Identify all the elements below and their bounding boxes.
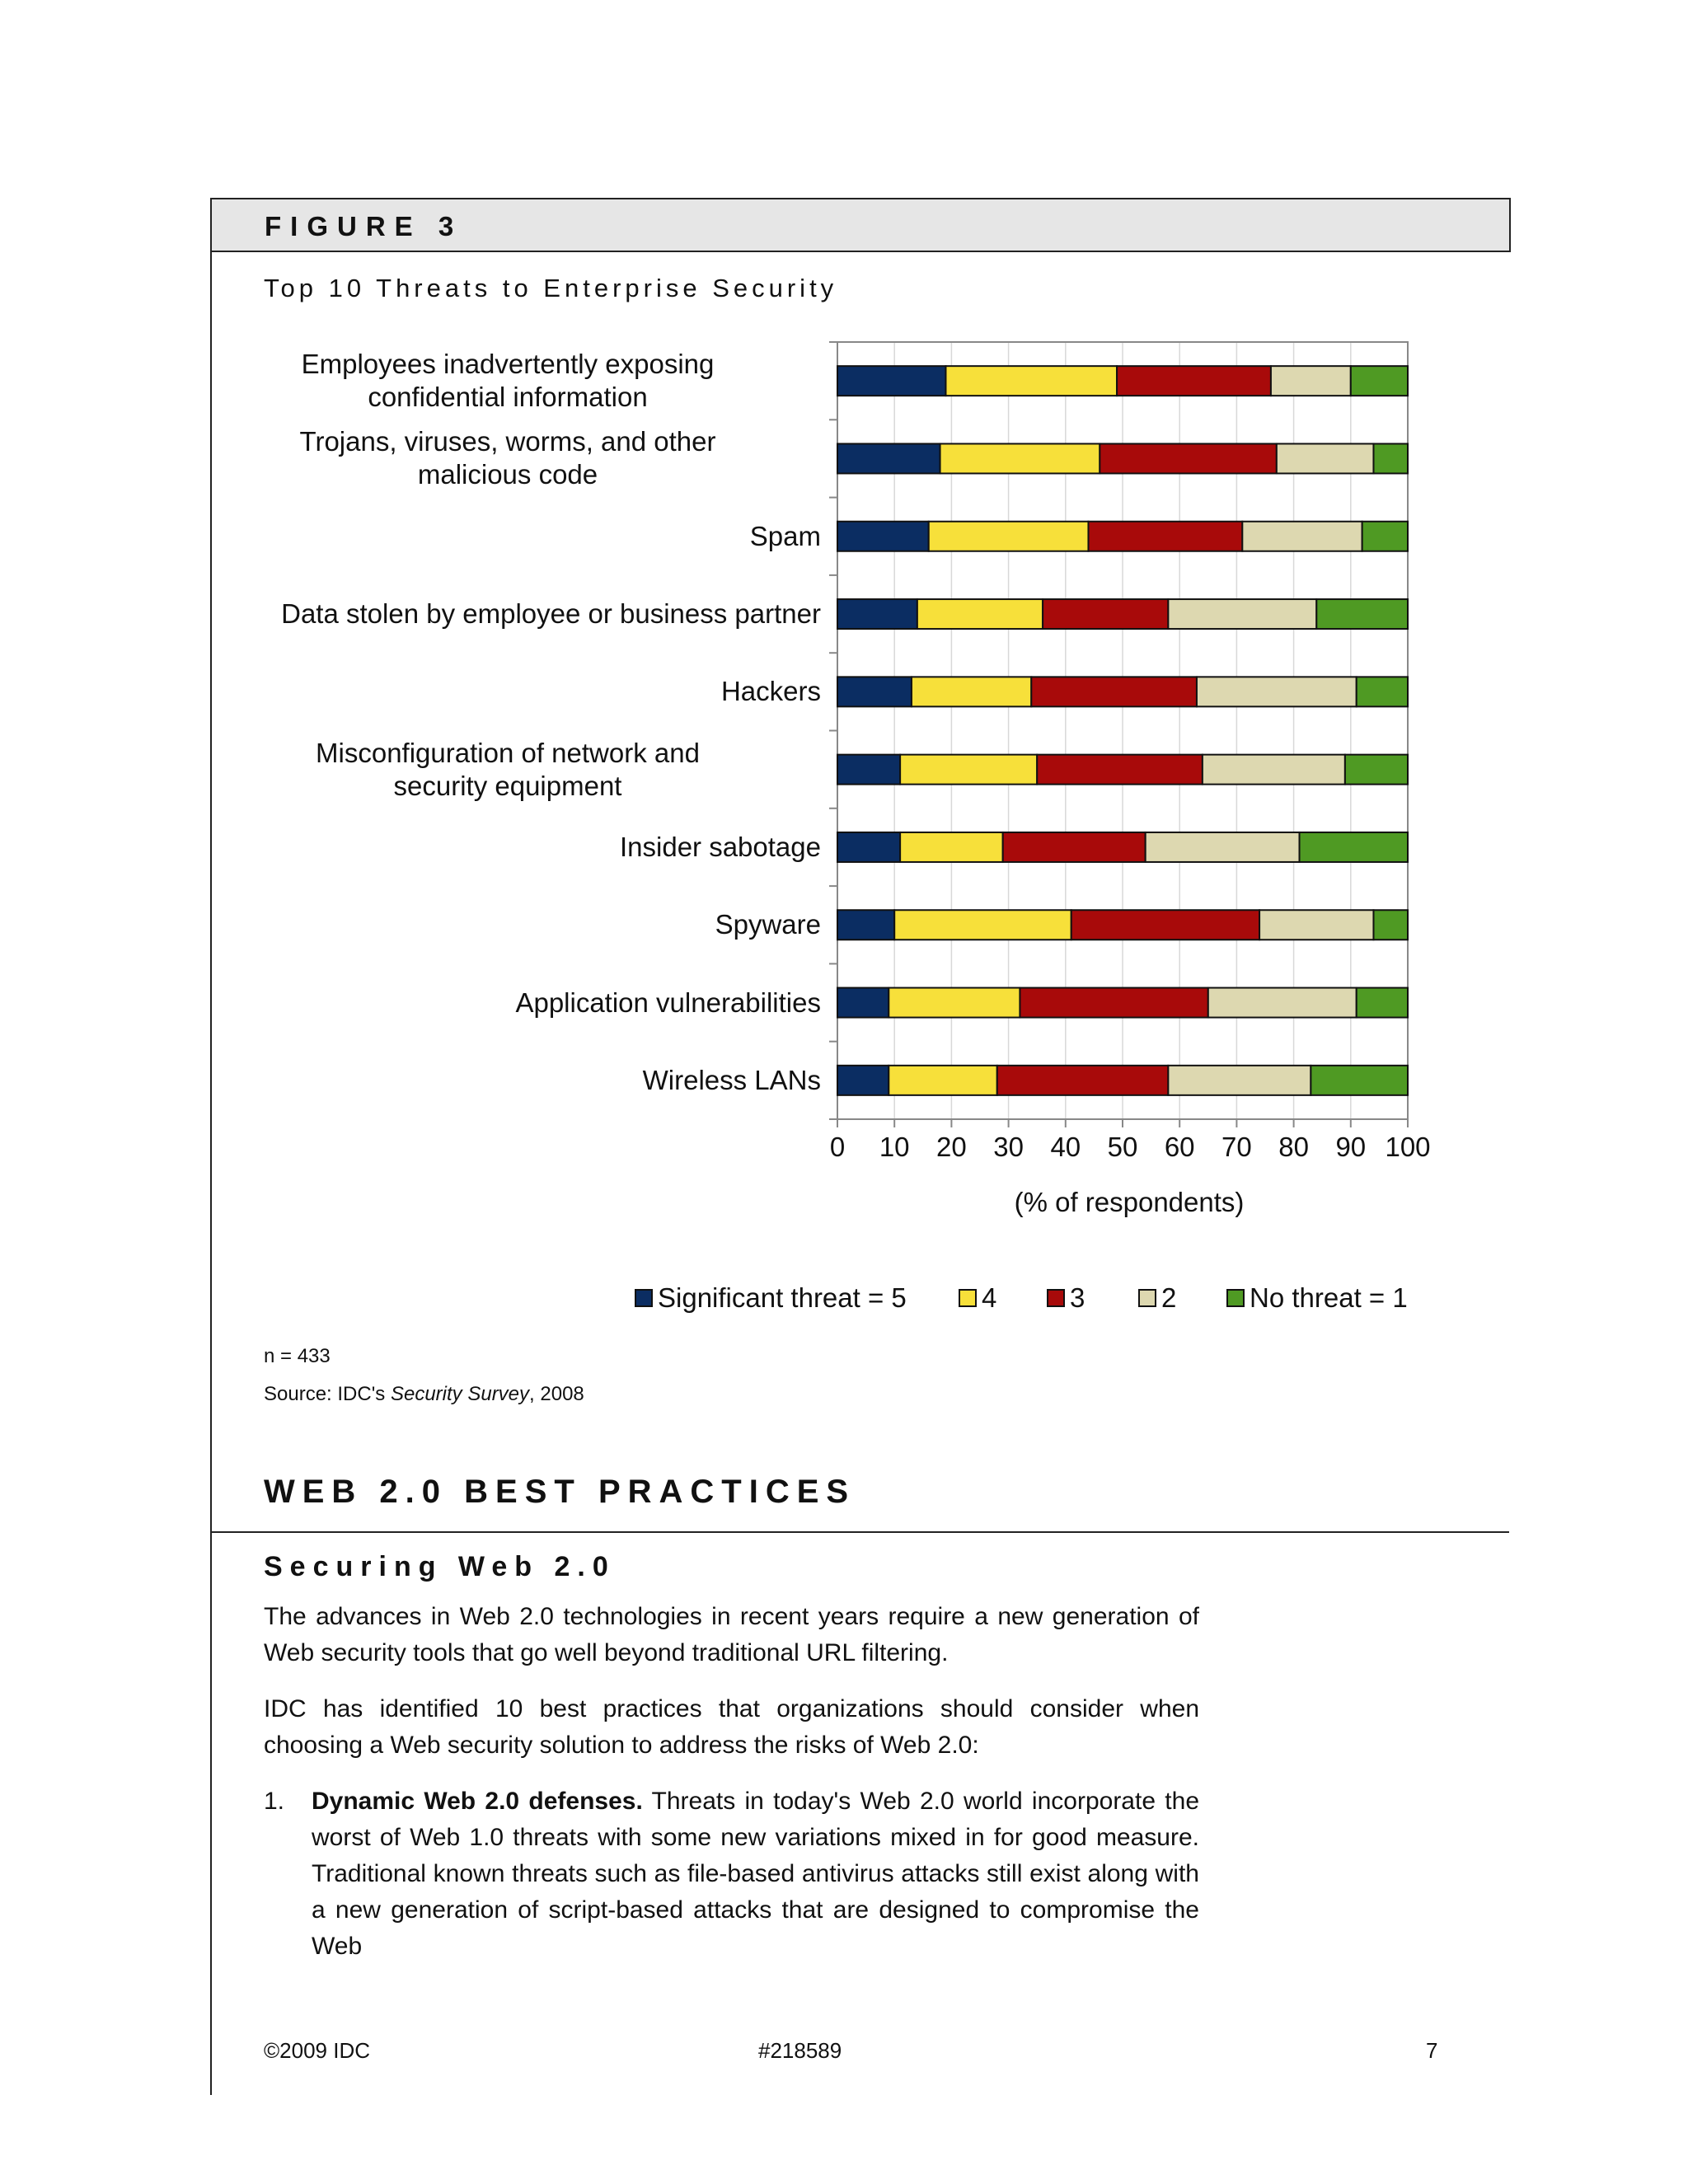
- x-tick-label: 40: [1050, 1132, 1081, 1162]
- bar-segment: [1373, 910, 1408, 940]
- bar-segment: [900, 755, 1037, 785]
- category-label-line: Spyware: [715, 909, 821, 940]
- bar-segment: [894, 910, 1071, 940]
- bar-segment: [917, 599, 1043, 629]
- subsection-title: Securing Web 2.0: [264, 1551, 616, 1582]
- bar-segment: [900, 832, 1003, 862]
- x-tick-label: 0: [829, 1132, 846, 1162]
- bar-segment: [945, 366, 1117, 396]
- legend-label: Significant threat = 5: [658, 1282, 907, 1313]
- section-divider: [210, 1531, 1509, 1533]
- bar-segment: [997, 1066, 1169, 1095]
- x-tick-label: 80: [1278, 1132, 1309, 1162]
- legend-label: No threat = 1: [1250, 1282, 1408, 1313]
- x-tick-label: 50: [1107, 1132, 1138, 1162]
- bar-segment: [1031, 677, 1197, 706]
- category-label-line: Employees inadvertently exposing: [301, 349, 715, 380]
- paragraph-1: The advances in Web 2.0 technologies in recent years require a new generation of Web security tools that go well beyond traditional URL filtering.: [264, 1603, 1199, 1666]
- list-item-lead: Dynamic Web 2.0 defenses.: [312, 1788, 643, 1815]
- category-label-line: Spam: [749, 520, 821, 551]
- category-label-line: Data stolen by employee or business partner: [281, 598, 821, 630]
- list-item-text: [312, 1783, 1199, 1965]
- x-tick-label: 30: [993, 1132, 1024, 1162]
- bar-segment: [1003, 832, 1146, 862]
- x-axis-title: (% of respondents): [1014, 1187, 1245, 1217]
- bar-segment: [1203, 755, 1345, 785]
- bar-segment: [837, 832, 900, 862]
- bar-segment: [1345, 755, 1408, 785]
- bar-segment: [1311, 1066, 1408, 1095]
- source-prefix: Source: IDC's: [264, 1383, 391, 1405]
- category-label-line: Wireless LANs: [642, 1064, 821, 1095]
- category-label-line: Hackers: [720, 676, 821, 707]
- bar-segment: [837, 443, 940, 473]
- bar-segment: [929, 522, 1089, 551]
- legend-swatch: [1047, 1289, 1065, 1307]
- x-tick-label: 100: [1385, 1132, 1431, 1162]
- legend-item: [1226, 1282, 1408, 1315]
- bar-segment: [1357, 677, 1408, 706]
- bar-segment: [1357, 988, 1408, 1018]
- legend-swatch: [1226, 1289, 1245, 1307]
- bar-segment: [1088, 522, 1242, 551]
- bar-segment: [1043, 599, 1168, 629]
- category-label-line: Trojans, viruses, worms, and other: [299, 426, 716, 457]
- bar-segment: [1277, 443, 1374, 473]
- figure-title: Top 10 Threats to Enterprise Security: [264, 274, 838, 302]
- bar-segment: [837, 910, 894, 940]
- legend-item: [635, 1282, 907, 1315]
- bar-segment: [837, 522, 929, 551]
- footer-copyright: ©2009 IDC: [264, 2038, 370, 2063]
- bar-segment: [1316, 599, 1408, 629]
- legend-swatch: [635, 1289, 653, 1307]
- category-label-line: Insider sabotage: [619, 831, 821, 862]
- category-label-line: malicious code: [417, 459, 598, 490]
- x-tick-label: 70: [1221, 1132, 1252, 1162]
- footer-page-number: 7: [1426, 2038, 1438, 2063]
- legend-item: [1138, 1282, 1176, 1315]
- bar-segment: [889, 1066, 996, 1095]
- x-tick-label: 60: [1164, 1132, 1195, 1162]
- legend-label: 2: [1161, 1282, 1177, 1313]
- category-label-line: confidential information: [368, 382, 648, 413]
- paragraph-2: IDC has identified 10 best practices that organizations should consider when choosing a Web security solution to address the risks of Web 2.0:: [264, 1695, 1199, 1759]
- bar-segment: [837, 677, 912, 706]
- bar-segment: [1100, 443, 1277, 473]
- sample-size-note: n = 433: [264, 1345, 331, 1367]
- bar-segment: [1300, 832, 1408, 862]
- bar-segment: [1351, 366, 1408, 396]
- bar-segment: [1208, 988, 1357, 1018]
- legend-label: 4: [982, 1282, 997, 1313]
- bar-segment: [837, 599, 917, 629]
- bar-segment: [1168, 1066, 1311, 1095]
- bar-segment: [837, 755, 900, 785]
- category-label-line: Misconfiguration of network and: [316, 737, 700, 768]
- bar-segment: [1259, 910, 1373, 940]
- legend-label: 3: [1070, 1282, 1085, 1313]
- category-label-line: security equipment: [393, 770, 622, 801]
- bar-segment: [1373, 443, 1408, 473]
- bar-segment: [912, 677, 1031, 706]
- x-tick-label: 20: [936, 1132, 967, 1162]
- bar-segment: [940, 443, 1100, 473]
- category-label-line: Application vulnerabilities: [515, 987, 821, 1018]
- bar-segment: [1362, 522, 1408, 551]
- bar-segment: [1020, 988, 1207, 1018]
- figure-label: FIGURE 3: [265, 211, 463, 241]
- source-note: [264, 1383, 584, 1406]
- bar-segment: [889, 988, 1020, 1018]
- legend-swatch: [959, 1289, 977, 1307]
- bar-segment: [837, 366, 945, 396]
- bar-segment: [1242, 522, 1362, 551]
- legend-swatch: [1138, 1289, 1156, 1307]
- bar-segment: [1271, 366, 1351, 396]
- x-tick-label: 90: [1335, 1132, 1367, 1162]
- bar-segment: [1197, 677, 1357, 706]
- section-title: WEB 2.0 BEST PRACTICES: [264, 1474, 856, 1510]
- bar-segment: [1071, 910, 1259, 940]
- bar-segment: [1117, 366, 1271, 396]
- source-suffix: , 2008: [529, 1383, 584, 1405]
- bar-segment: [1168, 599, 1316, 629]
- source-survey-name: Security Survey: [390, 1383, 530, 1405]
- bar-segment: [837, 988, 889, 1018]
- legend-item: [959, 1282, 996, 1315]
- x-tick-label: 10: [879, 1132, 910, 1162]
- footer-doc-number: #218589: [758, 2038, 842, 2063]
- list-item-number: 1.: [264, 1788, 285, 1815]
- bar-segment: [1146, 832, 1300, 862]
- bar-segment: [837, 1066, 889, 1095]
- bar-segment: [1037, 755, 1203, 785]
- list-item-body: Threats in today's Web 2.0 world incorporate the worst of Web 1.0 threats with some new variations mixed in for good measure. Traditional known threats such as file-based antivirus attacks still exist along with a new generation of script-based attacks that are designed to compromise the Web: [312, 1788, 1200, 1960]
- legend-item: [1047, 1282, 1085, 1315]
